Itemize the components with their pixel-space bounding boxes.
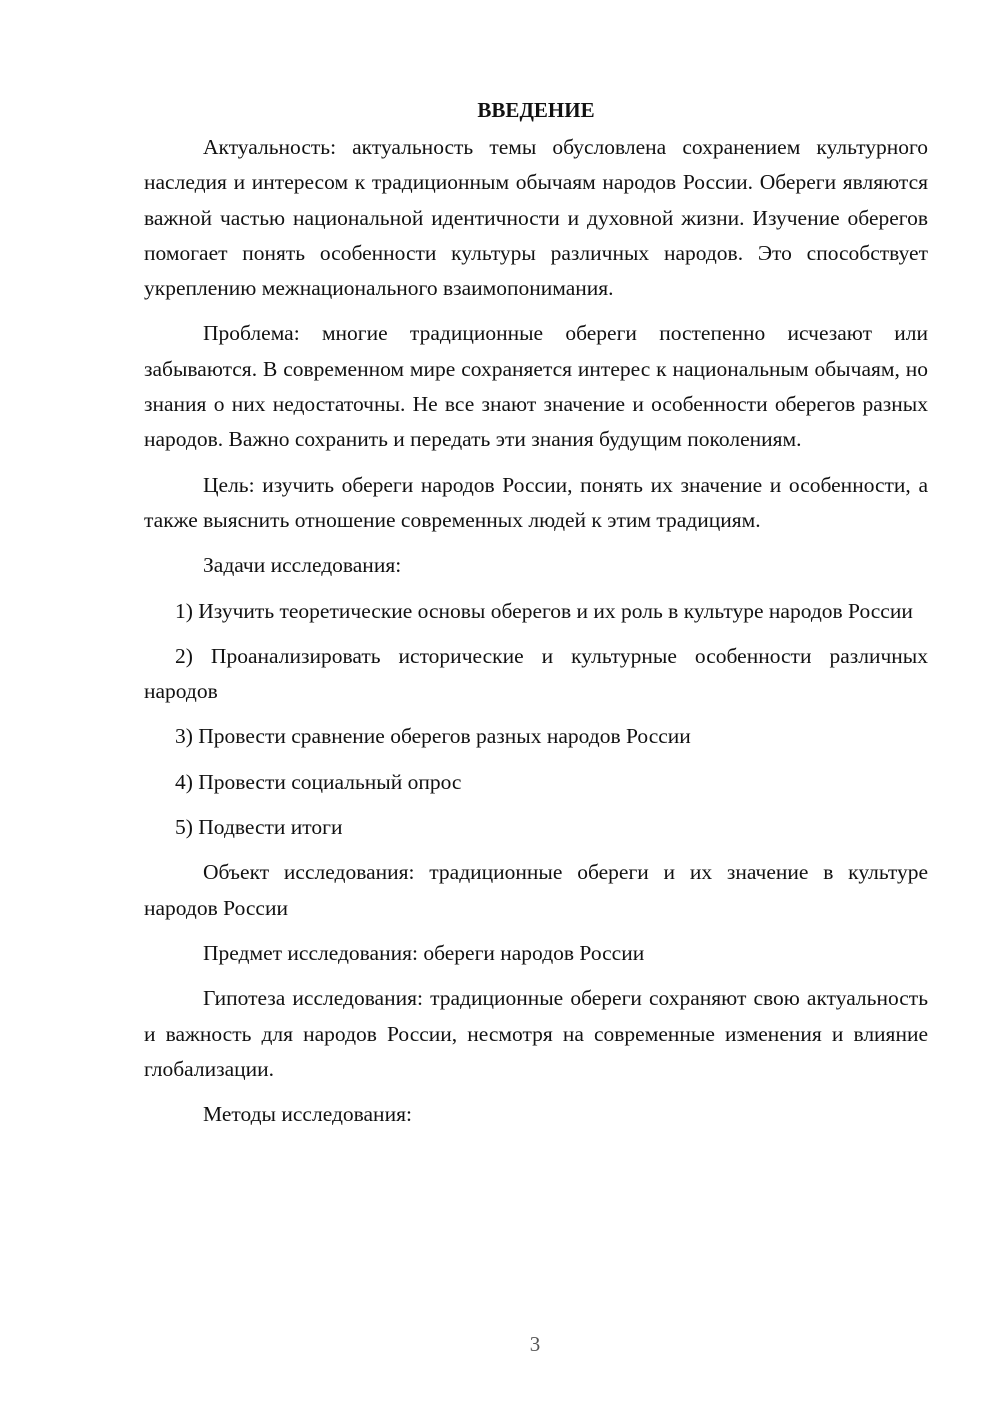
page-number: 3 <box>529 1332 541 1356</box>
subject-paragraph: Предмет исследования: обереги народов России <box>203 940 645 965</box>
problem-paragraph: Проблема: многие традиционные обереги постепенно исчезают или забываются. В современном мире сохраняется интерес к национальным обычаям, но знания о них недостаточны. Не все знают значение и особенности оберегов разных народов. Важно сохранить и передать эти знания будущим поколениям. <box>144 321 928 452</box>
task-item-2: 2) Проанализировать исторические и культурные особенности различных народов <box>144 643 928 704</box>
relevance-paragraph: Актуальность: актуальность темы обусловлена сохранением культурного наследия и интересом к традиционным обычаям народов России. Обереги являются важной частью национальной идентичности и духовной жизни. Изучение оберегов помогает понять особенности культуры различных народов. Это способствует укреплению межнационального взаимопонимания. <box>144 135 928 301</box>
tasks-heading: Задачи исследования: <box>203 553 402 578</box>
goal-paragraph: Цель: изучить обереги народов России, понять их значение и особенности, а также выяснить отношение современных людей к этим традициям. <box>144 472 928 532</box>
task-item-3: 3) Провести сравнение оберегов разных народов России <box>175 724 691 749</box>
task-item-5: 5) Подвести итоги <box>175 815 343 840</box>
methods-heading: Методы исследования: <box>203 1102 412 1127</box>
task-item-1: 1) Изучить теоретические основы оберегов и их роль в культуре народов России <box>175 598 913 623</box>
object-paragraph: Объект исследования: традиционные обереги и их значение в культуре народов России <box>144 860 928 920</box>
document-page <box>144 92 928 1142</box>
section-title: ВВЕДЕНИЕ <box>477 98 595 122</box>
task-item-4: 4) Провести социальный опрос <box>175 769 462 794</box>
hypothesis-paragraph: Гипотеза исследования: традиционные обереги сохраняют свою актуальность и важность для народов России, несмотря на современные изменения и влияние глобализации. <box>144 986 928 1081</box>
